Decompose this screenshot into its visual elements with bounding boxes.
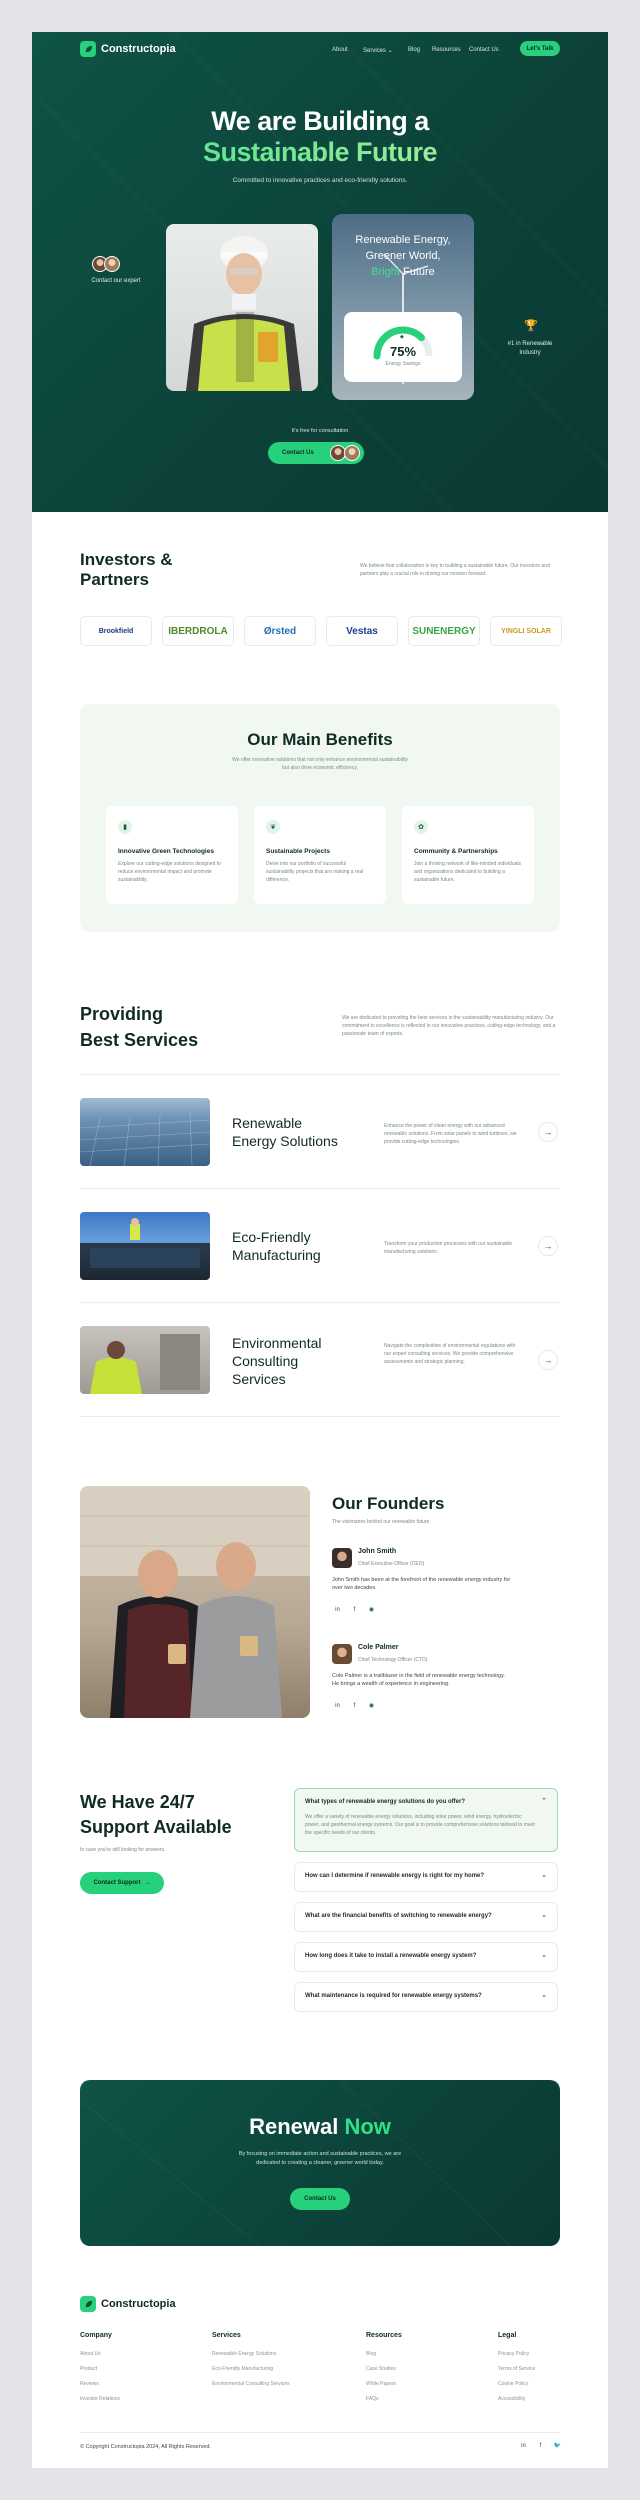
- gauge-value: 75%: [389, 344, 417, 359]
- award-label: #1 in Renewable Industry: [507, 341, 553, 356]
- partner-logo: Ørsted: [244, 616, 316, 646]
- brand-logo[interactable]: [80, 41, 176, 57]
- energy-card-line1: Renewable Energy,: [355, 234, 451, 246]
- arrow-right-icon[interactable]: →: [538, 1236, 558, 1256]
- service-title-line: Eco-Friendly: [232, 1229, 311, 1245]
- services-title-line2: Best Services: [80, 1030, 199, 1050]
- footer-socials: [518, 2440, 563, 2451]
- energy-gauge-widget: [344, 312, 462, 382]
- facebook-icon[interactable]: f: [353, 1702, 356, 1709]
- benefit-card: [254, 806, 386, 904]
- partner-logo: Vestas: [326, 616, 398, 646]
- founder-name: John Smith: [358, 1548, 397, 1555]
- service-title-line: Manufacturing: [232, 1247, 321, 1263]
- service-title: [232, 1114, 338, 1150]
- whatsapp-icon[interactable]: ◉: [368, 1703, 375, 1709]
- support-title-line1: We Have 24/7: [80, 1792, 195, 1812]
- footer-link[interactable]: Investor Relations: [80, 2396, 121, 2402]
- footer-column: [80, 2332, 200, 2407]
- founders-title: Our Founders: [332, 1494, 445, 1513]
- footer-column: [498, 2332, 608, 2407]
- founder-name: Cole Palmer: [358, 1644, 399, 1651]
- energy-card-line2: Greener World,: [365, 250, 441, 262]
- benefits-title: Our Main Benefits: [247, 730, 393, 749]
- footer-link[interactable]: Cookie Policy: [498, 2381, 529, 2387]
- investors-description: We believe that collaboration is key to building a sustainable future. Our investors and partners play a crucial role in driving our mission forward.: [360, 563, 550, 577]
- hero-worker-photo: [166, 224, 318, 391]
- benefit-description: Join a thriving network of like-minded individuals and organizations dedicated to building a sustainable future.: [414, 861, 521, 883]
- footer-link[interactable]: About Us: [80, 2351, 101, 2357]
- footer-brand[interactable]: [80, 2296, 176, 2312]
- service-title-line: Environmental: [232, 1335, 322, 1351]
- footer-column-title: Legal: [498, 2332, 517, 2339]
- founder-socials: [332, 1604, 377, 1615]
- linkedin-icon[interactable]: in: [335, 1606, 340, 1613]
- page: [32, 32, 608, 2468]
- service-title-line: Energy Solutions: [232, 1133, 338, 1149]
- partner-logo: YINGLI SOLAR: [490, 616, 562, 646]
- benefit-description: Delve into our portfolio of successful sustainability projects that are making a real difference.: [266, 861, 364, 883]
- faq-item-open[interactable]: [294, 1788, 558, 1852]
- partner-logo: Brookfield: [80, 616, 152, 646]
- faq-answer: We offer a variety of renewable energy solutions, including solar power, wind energy, hydroelectric power, and geothermal energy systems. Our goal is to provide comprehensive solutions tailored to meet the specific needs of our clients.: [305, 1814, 535, 1836]
- founder-bio: John Smith has been at the forefront of the renewable energy industry for over two decades.: [332, 1577, 511, 1591]
- partner-logo: SUNENERGY: [408, 616, 480, 646]
- contact-expert-avatars[interactable]: [92, 256, 120, 272]
- whatsapp-icon[interactable]: ◉: [368, 1607, 375, 1613]
- benefit-description: Explore our cutting-edge solutions designed to reduce environmental impact and promote sustainability.: [118, 861, 221, 883]
- facebook-icon[interactable]: f: [353, 1606, 356, 1613]
- benefit-card: [106, 806, 238, 904]
- divider: [80, 1416, 560, 1417]
- brand-name: Constructopia: [101, 43, 176, 55]
- linkedin-icon[interactable]: in: [521, 2442, 526, 2449]
- hero-energy-card: [332, 214, 474, 400]
- linkedin-icon[interactable]: in: [335, 1702, 340, 1709]
- energy-card-future: Future: [403, 266, 435, 278]
- eco-leaf-icon: ✿: [414, 820, 428, 834]
- benefit-title: Innovative Green Technologies: [118, 848, 214, 855]
- footer-column: [212, 2332, 332, 2392]
- footer-link[interactable]: Privacy Policy: [498, 2351, 530, 2357]
- footer-link[interactable]: Environmental Consulting Services: [212, 2381, 290, 2387]
- renewal-description: By focusing on immediate action and sustainable practices, we are dedicated to creating a cleaner, greener world today.: [238, 2151, 402, 2166]
- nav-services-label: Services: [363, 48, 387, 54]
- investors-title-line2: Partners: [80, 570, 149, 589]
- faq-question: What are the financial benefits of switching to renewable energy?: [305, 1913, 492, 1919]
- energy-card-line3: [332, 266, 474, 278]
- faq-question: How can I determine if renewable energy is right for my home?: [305, 1873, 485, 1879]
- service-description: Transform your production processes with our sustainable manufacturing solutions.: [384, 1241, 513, 1255]
- nav-link-contact[interactable]: Contact Us: [469, 47, 499, 53]
- lets-talk-button[interactable]: Let's Talk: [520, 41, 560, 56]
- service-title-line: Consulting: [232, 1353, 299, 1369]
- facebook-icon[interactable]: f: [539, 2442, 542, 2449]
- service-title-line: Renewable: [232, 1115, 303, 1131]
- benefit-card: [402, 806, 534, 904]
- contact-expert-label[interactable]: Contact our expert: [91, 278, 141, 284]
- service-title-line: Services: [232, 1371, 286, 1387]
- footer-brand-name: Constructopia: [101, 2298, 176, 2310]
- chart-bars-icon: ▮: [118, 820, 132, 834]
- divider: [80, 1188, 560, 1189]
- footer-column-title: Services: [212, 2332, 241, 2339]
- footer-link[interactable]: FAQs: [366, 2396, 379, 2402]
- faq-item[interactable]: [294, 1982, 558, 2012]
- footer-link[interactable]: Product: [80, 2366, 98, 2372]
- nav-link-resources[interactable]: Resources: [432, 47, 461, 53]
- services-description: We are dedicated to providing the best services in the sustainability manufacturing industry. Our commitment to excellence is reflected in our innovative practices, cutting-edge technology, and a passionate team of experts.: [342, 1015, 556, 1037]
- gauge-leaf-icon: ◆: [400, 334, 404, 340]
- renewal-title-word1: Renewal: [249, 2114, 339, 2139]
- nav-link-about[interactable]: About: [332, 47, 348, 53]
- energy-card-bright: Bright: [371, 266, 400, 278]
- hero-section: [32, 32, 608, 512]
- service-title: [232, 1228, 321, 1264]
- nav-link-blog[interactable]: Blog: [408, 47, 421, 53]
- founder-socials: [332, 1700, 377, 1711]
- hero-cta-avatar-2: [344, 445, 360, 461]
- partner-logo: IBERDROLA: [162, 616, 234, 646]
- faq-item[interactable]: [294, 1902, 558, 1932]
- benefit-title: Community & Partnerships: [414, 848, 498, 855]
- gauge-label: Energy Savings: [385, 361, 421, 367]
- chevron-down-icon: ⌄: [541, 1952, 547, 1959]
- expert-avatar-2: [104, 256, 120, 272]
- twitter-icon[interactable]: 🐦: [553, 2443, 562, 2449]
- footer-column-title: Resources: [366, 2332, 402, 2339]
- footer-column: [366, 2332, 486, 2407]
- renewal-contact-button[interactable]: Contact Us: [290, 2188, 350, 2210]
- faq-question: What maintenance is required for renewable energy systems?: [305, 1993, 482, 1999]
- faq-question: How long does it take to install a renewable energy system?: [305, 1953, 477, 1959]
- chevron-up-icon: ⌃: [541, 1798, 547, 1805]
- faq-item[interactable]: [294, 1942, 558, 1972]
- footer-column-title: Company: [80, 2332, 112, 2339]
- benefits-section: [80, 704, 560, 932]
- chevron-down-icon: ⌄: [541, 1872, 547, 1879]
- hero-background-lines: [32, 32, 608, 512]
- founder-bio: Cole Palmer is a trailblazer in the field of renewable energy technology. He brings a wealth of experience in engineering.: [332, 1673, 505, 1687]
- footer-link[interactable]: Accessibility: [498, 2396, 526, 2402]
- founder-avatar-john: [332, 1548, 352, 1568]
- free-consultation-note: It's free for consultation: [291, 428, 349, 434]
- divider: [80, 1302, 560, 1303]
- footer-link[interactable]: Terms of Service: [498, 2366, 536, 2372]
- chevron-down-icon: ⌄: [387, 48, 393, 54]
- hero-contact-label: Contact Us: [282, 450, 314, 456]
- arrow-right-icon: →: [144, 1880, 151, 1886]
- support-subtitle: In case you're still looking for answers.: [80, 1847, 166, 1853]
- solar-panels-photo: [80, 1098, 210, 1166]
- hero-title-line1: We are Building a: [211, 106, 429, 136]
- faq-item[interactable]: [294, 1862, 558, 1892]
- service-description: Navigate the complexities of environmental regulations with our expert consulting services. We provide comprehensive assessments and strategic planning.: [384, 1343, 516, 1365]
- arrow-right-icon[interactable]: →: [538, 1122, 558, 1142]
- renewal-section: [80, 2080, 560, 2246]
- founders-subtitle: The visionaries behind our renewable future: [332, 1519, 430, 1525]
- divider: [80, 1074, 560, 1075]
- benefit-title: Sustainable Projects: [266, 848, 330, 855]
- hero-subtitle: Committed to innovative practices and eco-friendly solutions.: [232, 177, 408, 184]
- arrow-right-icon[interactable]: →: [538, 1350, 558, 1370]
- services-title-line1: Providing: [80, 1004, 164, 1024]
- hero-contact-button[interactable]: [268, 442, 364, 464]
- renewal-title-word2: Now: [344, 2114, 391, 2139]
- chevron-down-icon: ⌄: [541, 1912, 547, 1919]
- footer-link[interactable]: Blog: [366, 2351, 377, 2357]
- chevron-down-icon: ⌄: [541, 1992, 547, 1999]
- consulting-photo: [80, 1326, 210, 1394]
- service-title: [232, 1334, 322, 1388]
- footer-divider: [80, 2432, 560, 2433]
- founder-role: Chief Technology Officer (CTO): [358, 1657, 428, 1663]
- contact-support-button[interactable]: [80, 1872, 164, 1894]
- service-description: Enhance the power of clean energy with our advanced renewable solutions. From solar panels to wind turbines, we provide cutting-edge technologies.: [384, 1123, 517, 1145]
- copyright: © Copyright Constructopia 2024, All Rights Reserved.: [80, 2444, 211, 2450]
- founder-role: Chief Executive Officer (CEO): [358, 1561, 425, 1567]
- trophy-icon: 🏆: [524, 320, 538, 332]
- faq-question: What types of renewable energy solutions do you offer?: [305, 1799, 466, 1805]
- benefits-description: We offer innovative solutions that not only enhance environmental sustainability but also drive economic efficiency.: [232, 757, 408, 771]
- founder-avatar-cole: [332, 1644, 352, 1664]
- footer-link[interactable]: Reviews: [80, 2381, 99, 2387]
- footer-link[interactable]: Case Studies: [366, 2366, 396, 2372]
- founders-photo: [80, 1486, 310, 1718]
- footer-link[interactable]: Eco-Friendly Manufacturing: [212, 2366, 274, 2372]
- hero-title-line2: Sustainable Future: [32, 137, 608, 168]
- renewal-title: [80, 2114, 560, 2140]
- rooftop-solar-photo: [80, 1212, 210, 1280]
- investors-title-line1: Investors &: [80, 550, 173, 569]
- leaf-logo-icon: [80, 2296, 96, 2312]
- nav-link-services[interactable]: [363, 47, 393, 54]
- leaf-logo-icon: [80, 41, 96, 57]
- footer-link[interactable]: White Papers: [366, 2381, 397, 2387]
- contact-support-label: Contact Support: [93, 1880, 141, 1886]
- leaf-icon: ❦: [266, 820, 280, 834]
- support-title-line2: Support Available: [80, 1817, 232, 1837]
- footer-link[interactable]: Renewable Energy Solutions: [212, 2351, 277, 2357]
